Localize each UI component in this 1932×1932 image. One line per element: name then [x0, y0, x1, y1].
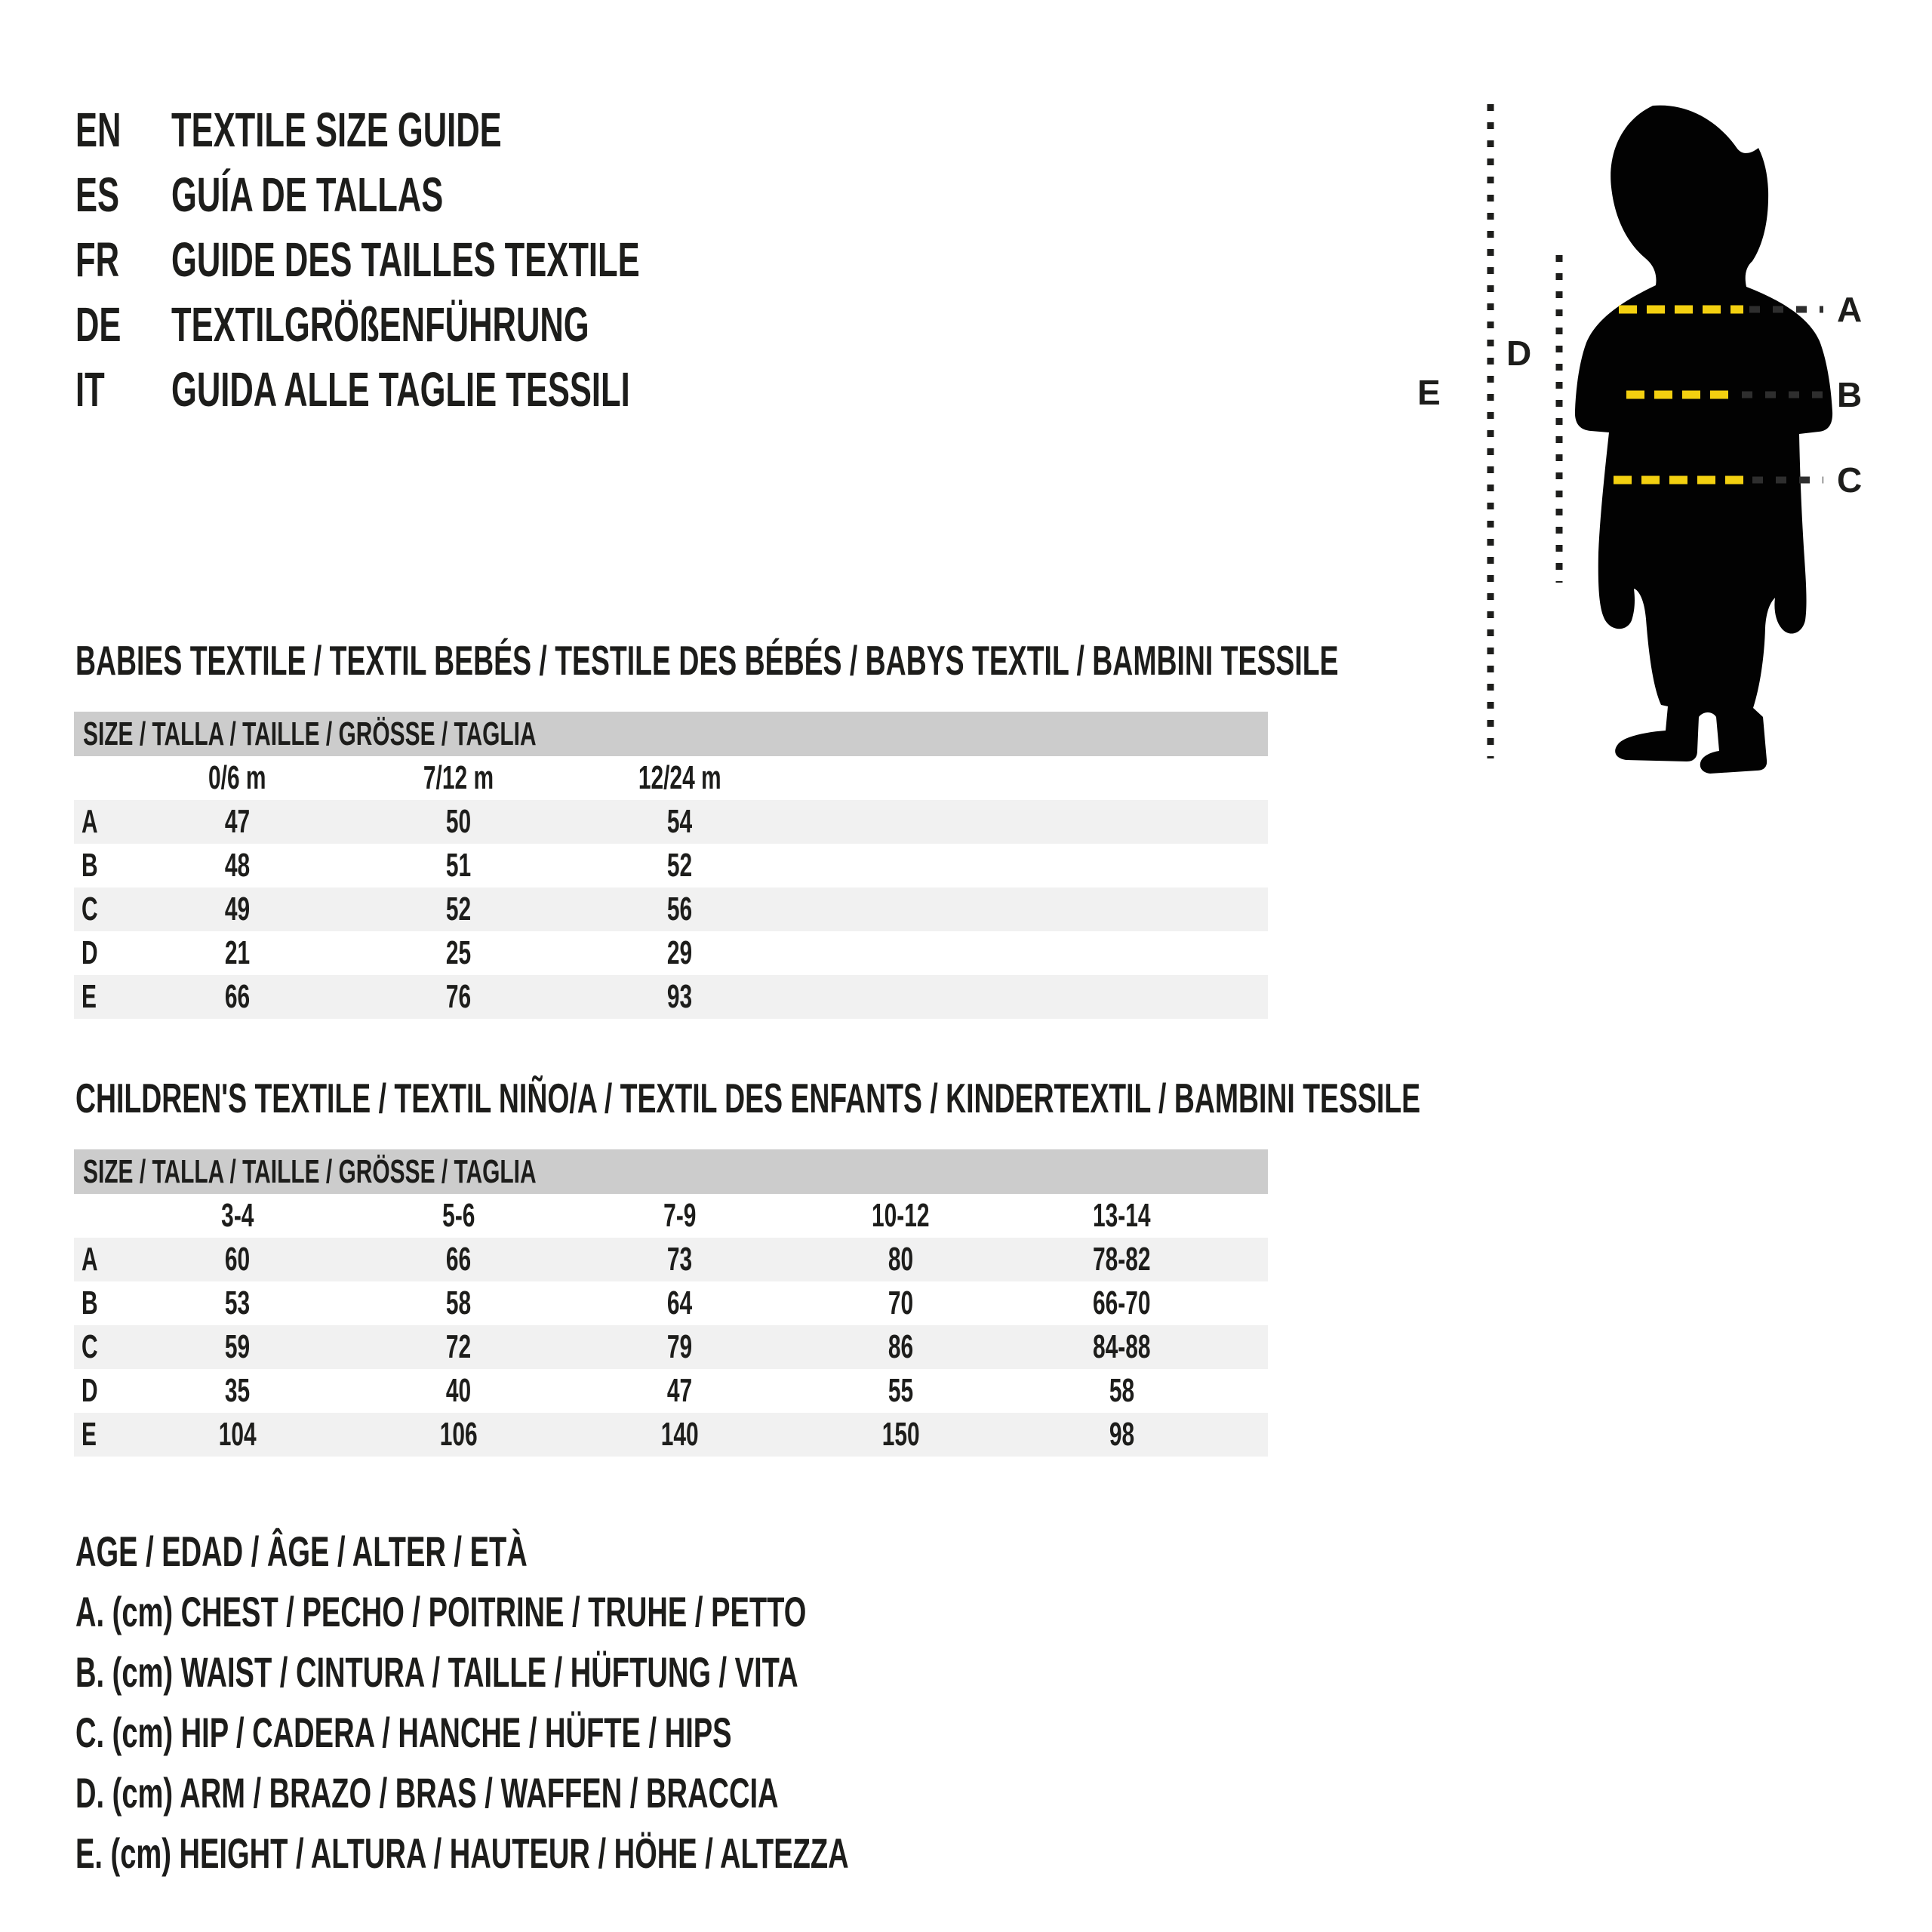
cell: 93 [666, 978, 693, 1015]
measurement-figure [1396, 60, 1932, 838]
babies-size-table [74, 712, 1268, 1019]
row-label: A [82, 803, 98, 840]
table-row [74, 800, 1268, 844]
cell: 106 [439, 1416, 478, 1453]
size-header-bar [74, 712, 1268, 756]
language-code: FR [75, 232, 120, 287]
guide-title: GUIDA ALLE TAGLIE TESSILI [171, 362, 630, 417]
cell: 79 [666, 1328, 693, 1365]
cell: 40 [445, 1372, 472, 1409]
legend-arm: D. (cm) ARM / BRAZO / BRAS / WAFFEN / BRACCIA [75, 1769, 779, 1817]
cell: 47 [224, 803, 251, 840]
cell: 66 [224, 978, 251, 1015]
guide-title: GUÍA DE TALLAS [171, 168, 444, 222]
table-row [74, 844, 1268, 888]
size-header-bar [74, 1149, 1268, 1194]
cell: 140 [660, 1416, 699, 1453]
cell: 80 [888, 1241, 914, 1278]
cell: 53 [224, 1284, 251, 1321]
row-label: C [82, 1328, 98, 1365]
babies-column-header-row [74, 756, 1268, 800]
cell: 58 [445, 1284, 472, 1321]
legend-hip: C. (cm) HIP / CADERA / HANCHE / HÜFTE / HIPS [75, 1709, 732, 1756]
legend-waist: B. (cm) WAIST / CINTURA / TAILLE / HÜFTUNG / VITA [75, 1648, 798, 1696]
table-row [74, 1238, 1268, 1281]
cell: 84-88 [1093, 1328, 1151, 1365]
cell: 29 [666, 934, 693, 971]
label-B: B [1837, 375, 1863, 414]
cell: 51 [445, 847, 472, 884]
language-code: EN [75, 103, 122, 157]
column-header: 5-6 [441, 1197, 475, 1234]
children-size-table [74, 1149, 1268, 1457]
cell: 58 [1109, 1372, 1135, 1409]
cell: 52 [666, 847, 693, 884]
guide-title: TEXTILGRÖßENFÜHRUNG [171, 297, 589, 352]
table-row [74, 975, 1268, 1019]
column-header: 13-14 [1093, 1197, 1151, 1234]
row-label: C [82, 891, 98, 928]
babies-section-title [75, 637, 1932, 684]
cell: 86 [888, 1328, 914, 1365]
cell: 66-70 [1093, 1284, 1151, 1321]
legend-age: AGE / EDAD / ÂGE / ALTER / ETÀ [75, 1527, 528, 1575]
row-label: E [82, 1416, 97, 1453]
column-header: 7/12 m [423, 759, 494, 796]
column-header: 10-12 [872, 1197, 930, 1234]
cell: 104 [218, 1416, 257, 1453]
cell: 70 [888, 1284, 914, 1321]
table-row [74, 1369, 1268, 1413]
cell: 21 [224, 934, 251, 971]
children-title-text: CHILDREN'S TEXTILE / TEXTIL NIÑO/A / TEXTIL DES ENFANTS / KINDERTEXTIL / BAMBINI TESSILE [75, 1075, 1421, 1121]
cell: 66 [445, 1241, 472, 1278]
row-label: D [82, 934, 98, 971]
guide-title: TEXTILE SIZE GUIDE [171, 103, 502, 157]
cell: 47 [666, 1372, 693, 1409]
guide-title: GUIDE DES TAILLES TEXTILE [171, 232, 640, 287]
size-header-text: SIZE / TALLA / TAILLE / GRÖSSE / TAGLIA [83, 1153, 537, 1190]
table-row [74, 888, 1268, 931]
row-label: B [82, 1284, 98, 1321]
cell: 64 [666, 1284, 693, 1321]
cell: 60 [224, 1241, 251, 1278]
column-header: 12/24 m [638, 759, 721, 796]
cell: 98 [1109, 1416, 1135, 1453]
babies-title-text: BABIES TEXTILE / TEXTIL BEBÉS / TESTILE DES BÉBÉS / BABYS TEXTIL / BAMBINI TESSILE [75, 637, 1339, 684]
children-column-header-row [74, 1194, 1268, 1238]
cell: 35 [224, 1372, 251, 1409]
cell: 50 [445, 803, 472, 840]
cell: 56 [666, 891, 693, 928]
row-label: A [82, 1241, 98, 1278]
label-A: A [1837, 290, 1863, 329]
language-code: ES [75, 168, 120, 222]
table-row [74, 931, 1268, 975]
cell: 76 [445, 978, 472, 1015]
row-label: B [82, 847, 98, 884]
label-E: E [1417, 373, 1441, 412]
cell: 55 [888, 1372, 914, 1409]
cell: 25 [445, 934, 472, 971]
cell: 59 [224, 1328, 251, 1365]
language-code: DE [75, 297, 122, 352]
table-row [74, 1413, 1268, 1457]
column-header: 3-4 [220, 1197, 254, 1234]
label-D: D [1506, 334, 1532, 373]
cell: 73 [666, 1241, 693, 1278]
label-C: C [1837, 460, 1863, 500]
cell: 150 [881, 1416, 920, 1453]
cell: 78-82 [1093, 1241, 1151, 1278]
row-label: E [82, 978, 97, 1015]
size-header-text: SIZE / TALLA / TAILLE / GRÖSSE / TAGLIA [83, 715, 537, 752]
cell: 72 [445, 1328, 472, 1365]
language-code: IT [75, 362, 105, 417]
legend-height: E. (cm) HEIGHT / ALTURA / HAUTEUR / HÖHE / ALTEZZA [75, 1829, 849, 1877]
column-header: 7-9 [663, 1197, 697, 1234]
column-header: 0/6 m [208, 759, 266, 796]
row-label: D [82, 1372, 98, 1409]
table-row [74, 1281, 1268, 1325]
cell: 49 [224, 891, 251, 928]
cell: 48 [224, 847, 251, 884]
cell: 52 [445, 891, 472, 928]
children-section-title [75, 1075, 1932, 1121]
legend-chest: A. (cm) CHEST / PECHO / POITRINE / TRUHE / PETTO [75, 1588, 807, 1635]
cell: 54 [666, 803, 693, 840]
table-row [74, 1325, 1268, 1369]
